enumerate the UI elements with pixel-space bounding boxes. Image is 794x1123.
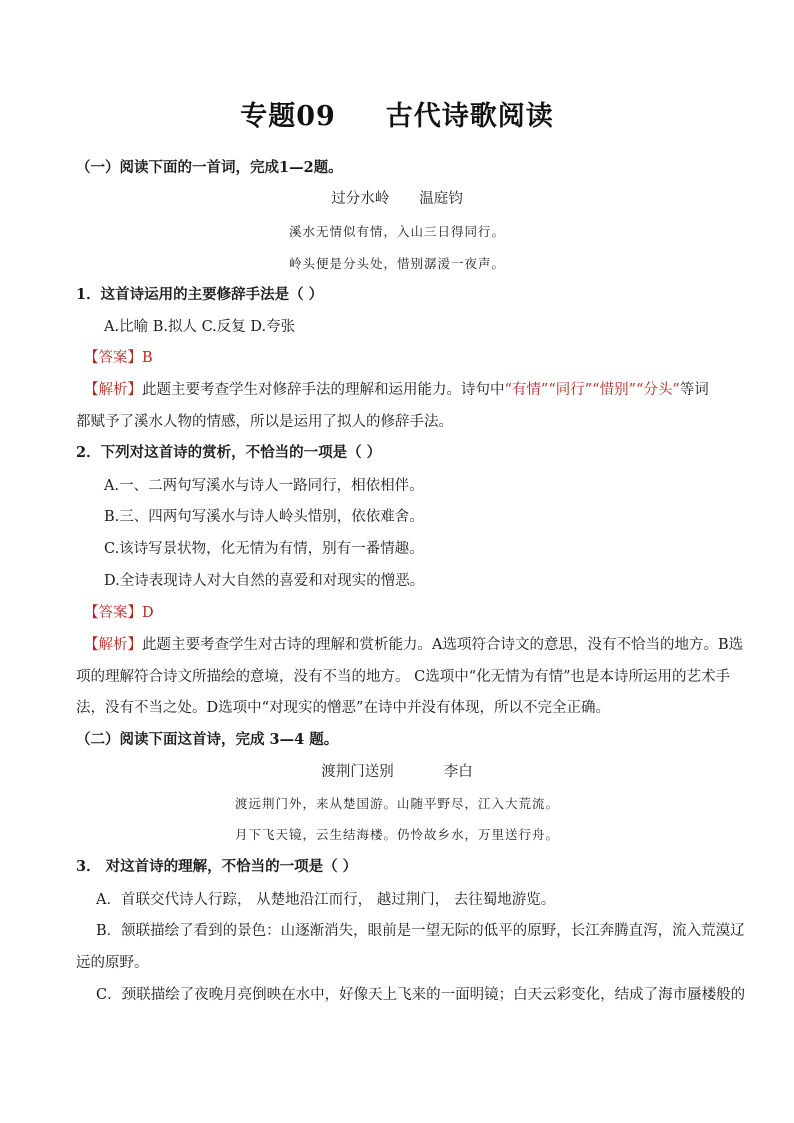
answer-value: B: [142, 350, 153, 366]
question-2-analysis-line-2: 项的理解符合诗文所描绘的意境，没有不当的地方。 C选项中“化无情为有情”也是本诗所运用的艺术手: [76, 669, 731, 685]
analysis-quote: “有情”“同行”“惜别”“分头”: [504, 382, 680, 398]
question-2-option-d: D.全诗表现诗人对大自然的喜爱和对现实的憎恶。: [104, 573, 425, 589]
poem-1-line-2: 岭头便是分头处，惜别潺湲一夜声。: [288, 256, 505, 271]
poem-1-line-1: 溪水无情似有情，入山三日得同行。: [288, 224, 505, 239]
analysis-text: 此题主要考查学生对修辞手法的理解和运用能力。诗句中: [142, 382, 505, 398]
question-3-option-b-line-2: 远的原野。: [76, 955, 149, 971]
question-3-option-a: A．首联交代诗人行踪， 从楚地沿江而行， 越过荆门， 去往蜀地游览。: [96, 892, 556, 908]
poem-2-header: [0, 762, 794, 782]
question-1-answer: [84, 348, 153, 368]
analysis-text: 此题主要考查学生对古诗的理解和赏析能力。A选项符合诗文的意思，没有不恰当的地方。B选: [142, 637, 744, 653]
question-1-stem: 1．这首诗运用的主要修辞手法是（ ）: [76, 286, 324, 303]
question-3-option-c-line-1: C．颈联描绘了夜晚月亮倒映在水中，好像天上飞来的一面明镜；白天云彩变化，结成了海市蜃楼般的: [96, 987, 746, 1003]
section-1-heading: （一）阅读下面的一首词，完成1—2题。: [76, 159, 343, 176]
question-2-stem: 2．下列对这首诗的赏析，不恰当的一项是（ ）: [76, 444, 382, 461]
page-title: [0, 94, 794, 133]
title-topic-number: 专题09: [240, 101, 336, 132]
question-3-stem: 3． 对这首诗的理解，不恰当的一项是（ ）: [76, 858, 358, 875]
poem-2-title: 渡荆门送别: [321, 764, 394, 780]
analysis-label: 【解析】: [84, 637, 142, 653]
question-3-option-b-line-1: B．颔联描绘了看到的景色：山逐渐消失，眼前是一望无际的低平的原野，长江奔腾直泻，流入荒漠辽: [96, 923, 745, 939]
poem-2-line-2: 月下飞天镜，云生结海楼。仍怜故乡水，万里送行舟。: [234, 827, 559, 842]
answer-label: 【答案】: [84, 605, 142, 621]
question-2-analysis-line-1: [84, 635, 743, 655]
question-1-analysis-line-1: [84, 380, 709, 400]
question-2-option-c: C.该诗写景状物，化无情为有情，别有一番情趣。: [104, 541, 424, 557]
question-2-analysis-line-3: 法，没有不当之处。D选项中“对现实的憎恶”在诗中并没有体现，所以不完全正确。: [76, 700, 610, 716]
question-1-options: A.比喻 B.拟人 C.反复 D.夸张: [104, 319, 296, 335]
question-2-option-b: B.三、四两句写溪水与诗人岭头惜别，依依难舍。: [104, 509, 424, 525]
question-2-answer: [84, 603, 154, 623]
poem-1-author: 温庭钧: [419, 191, 463, 207]
poem-1-header: [0, 189, 794, 209]
section-2-heading: （二）阅读下面这首诗，完成 3—4 题。: [76, 731, 339, 748]
answer-label: 【答案】: [84, 350, 142, 366]
analysis-label: 【解析】: [84, 382, 142, 398]
poem-1-title: 过分水岭: [331, 191, 390, 207]
poem-2-author: 李白: [443, 764, 473, 780]
analysis-text-end: 等词: [679, 382, 709, 398]
answer-value: D: [142, 605, 154, 621]
title-topic-name: 古代诗歌阅读: [385, 101, 554, 132]
poem-2-line-1: 渡远荆门外，来从楚国游。山随平野尽，江入大荒流。: [234, 796, 559, 811]
question-2-option-a: A.一、二两句写溪水与诗人一路同行，相依相伴。: [104, 478, 424, 494]
question-1-analysis-line-2: 都赋予了溪水人物的情感，所以是运用了拟人的修辞手法。: [76, 414, 453, 430]
